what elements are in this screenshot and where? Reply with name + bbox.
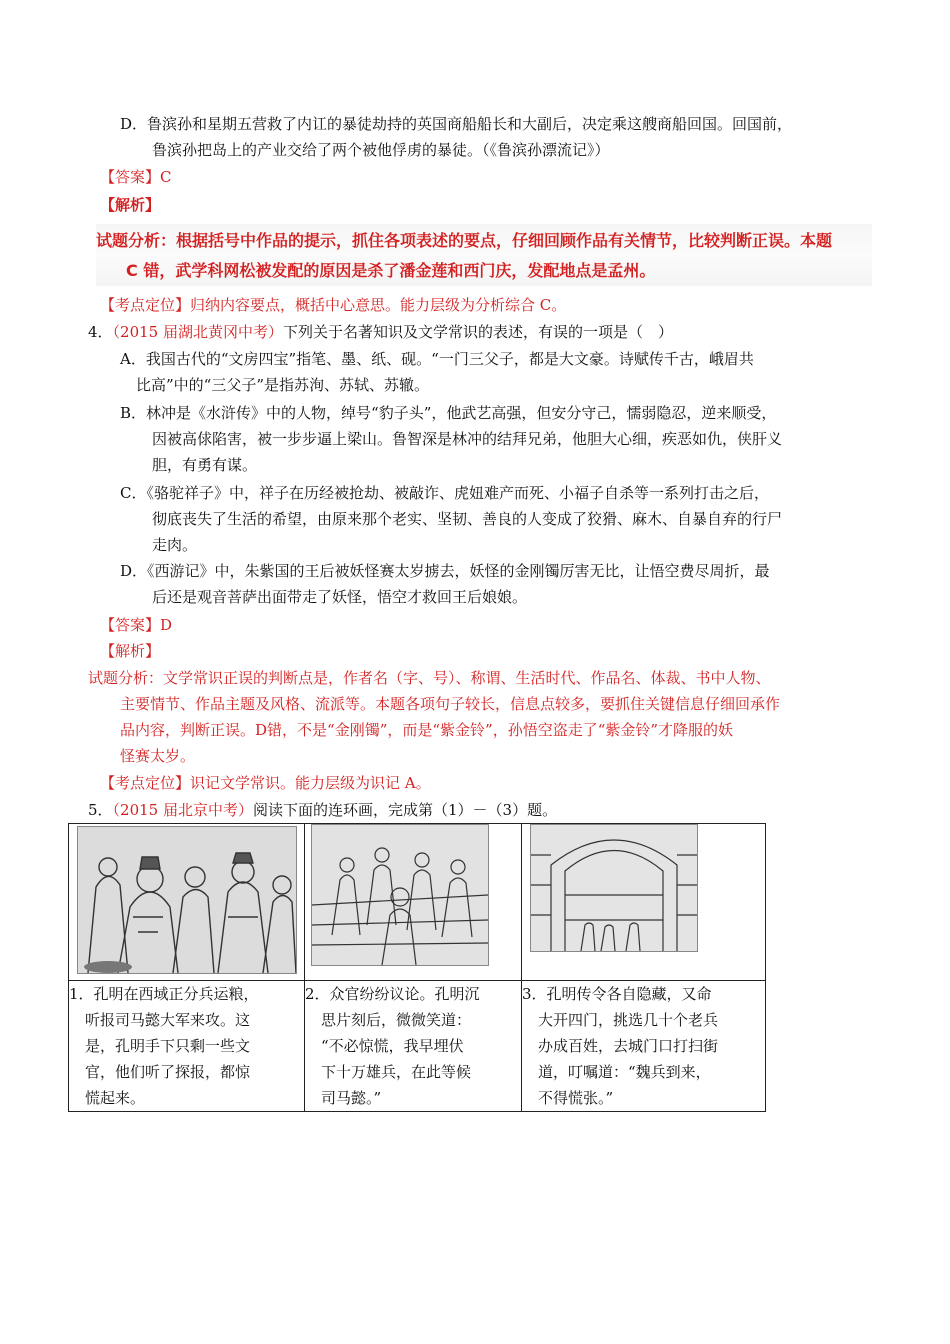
q4-source: （2015 届湖北黄冈中考） [112,323,283,341]
q4-option-b-line3: 胆，有勇有谋。 [152,456,258,474]
comic-panel-2-caption [305,981,522,1112]
q3-analysis-line2: C 错，武学科网松被发配的原因是杀了潘金莲和西门庆，发配地点是孟州。 [126,261,656,280]
q4-stem-line [88,321,673,343]
panel-1-caption-line: 慌起来。 [85,1089,146,1107]
panel-2-caption-line: 思片刻后，微微笑道： [321,1011,472,1029]
comic-panel-1-image-cell [69,824,305,981]
comic-panel-1-image [77,826,297,974]
q5-stem: 阅读下面的连环画，完成第（1）－（3）题。 [253,801,558,819]
q3-analysis-label: 【解析】 [100,196,161,214]
q3-kaodian [100,294,566,316]
q5-source: （2015 届北京中考） [112,801,253,819]
comic-strip-table [68,823,766,1112]
q3-answer-label: 【答案】 [100,168,161,186]
q3-kaodian-label: 【考点定位】 [100,296,191,314]
q4-kaodian-label: 【考点定位】 [100,774,191,792]
comic-panel-3-caption [522,981,766,1112]
panel-1-caption-line: 是，孔明手下只剩一些文 [85,1037,251,1055]
q4-option-d-line2: 后还是观音菩萨出面带走了妖怪，悟空才救回王后娘娘。 [152,588,528,606]
q4-stem: 下列关于名著知识及文学常识的表述，有误的一项是（ ） [283,323,674,341]
q3-option-d-line1: D．鲁滨孙和星期五营救了内讧的暴徒劫持的英国商船船长和大副后，决定乘这艘商船回国。回国前， [120,115,793,133]
panel-1-caption-line: 听报司马懿大军来攻。这 [85,1011,251,1029]
q4-kaodian [100,772,431,794]
q4-answer-value: D [160,616,173,634]
panel-2-caption-line: 司马懿。” [321,1089,382,1107]
comic-panel-2-image [311,824,489,966]
q3-kaodian-text: 归纳内容要点，概括中心意思。能力层级为分析综合 C。 [190,296,567,314]
q4-analysis-line3: 品内容，判断正误。D错，不是“金刚镯”，而是“紫金铃”，孙悟空盗走了“紫金铃”才降服的妖 [120,721,734,739]
q3-option-d-line2: 鲁滨孙把岛上的产业交给了两个被他俘虏的暴徒。（《鲁滨孙漂流记》） [152,141,610,159]
q4-option-b-line1: B．林冲是《水浒传》中的人物，绰号“豹子头”，他武艺高强，但安分守己，懦弱隐忍，逆来顺受， [120,404,777,422]
q4-analysis-line4: 怪赛太岁。 [120,747,196,765]
q4-option-b-line2: 因被高俅陷害，被一步步逼上梁山。鲁智深是林冲的结拜兄弟，他胆大心细，疾恶如仇，侠肝义 [152,430,783,448]
comic-panel-1-caption [69,981,305,1112]
q4-kaodian-text: 识记文学常识。能力层级为识记 A。 [190,774,431,792]
panel-1-caption-line: 官，他们听了探报，都惊 [85,1063,251,1081]
q3-analysis-line1: 试题分析：根据括号中作品的提示，抓住各项表述的要点，仔细回顾作品有关情节，比较判断正误。本题 [96,231,833,250]
panel-3-caption-line: 大开四门，挑选几十个老兵 [538,1011,719,1029]
q4-analysis-line2: 主要情节、作品主题及风格、流派等。本题各项句子较长，信息点较多，要抓住关键信息仔细回承作 [120,695,781,713]
q3-answer [100,166,172,188]
q4-analysis-label: 【解析】 [100,642,161,660]
panel-3-caption-line: 3．孔明传令各自隐藏，又命 [522,985,712,1003]
panel-3-caption-line: 道，叮嘱道：“魏兵到来， [538,1063,711,1081]
q4-option-a-line2: 比高”中的“三父子”是指苏洵、苏轼、苏辙。 [136,376,430,394]
q5-stem-line [88,799,557,821]
comic-panel-2-image-cell [305,824,522,981]
panel-2-caption-line: 2．众官纷纷议论。孔明沉 [305,985,480,1003]
comic-panel-3-image-cell [522,824,766,981]
panel-2-caption-line: “不必惊慌，我早埋伏 [321,1037,464,1055]
q4-option-d-line1: D．《西游记》中，朱紫国的王后被妖怪赛太岁掳去，妖怪的金刚镯厉害无比，让悟空费尽周折，最 [120,562,770,580]
q4-analysis-line1: 试题分析：文学常识正误的判断点是，作者名（字、号）、称谓、生活时代、作品名、体裁、书中人物、 [88,669,771,687]
q4-answer [100,614,172,636]
panel-3-caption-line: 办成百姓，去城门口打扫街 [538,1037,719,1055]
panel-1-caption-line: 1．孔明在西域正分兵运粮， [69,985,259,1003]
q4-option-c-line1: C．《骆驼祥子》中，祥子在历经被抢劫、被敲诈、虎妞难产而死、小福子自杀等一系列打击之后， [120,484,769,502]
panel-3-caption-line: 不得慌张。” [538,1089,614,1107]
q4-option-c-line3: 走肉。 [152,536,198,554]
q4-option-c-line2: 彻底丧失了生活的希望，由原来那个老实、坚韧、善良的人变成了狡猾、麻木、自暴自弃的行尸 [152,510,783,528]
q3-answer-value: C [160,168,172,186]
comic-panel-3-image [530,824,698,952]
q4-option-a-line1: A．我国古代的“文房四宝”指笔、墨、纸、砚。“一门三父子，都是大文豪。诗赋传千古，峨眉共 [120,350,754,368]
panel-2-caption-line: 下十万雄兵，在此等候 [321,1063,472,1081]
q5-number: 5． [88,801,113,819]
q3-analysis-scan [96,224,872,286]
q4-number: 4． [88,323,113,341]
q4-answer-label: 【答案】 [100,616,161,634]
